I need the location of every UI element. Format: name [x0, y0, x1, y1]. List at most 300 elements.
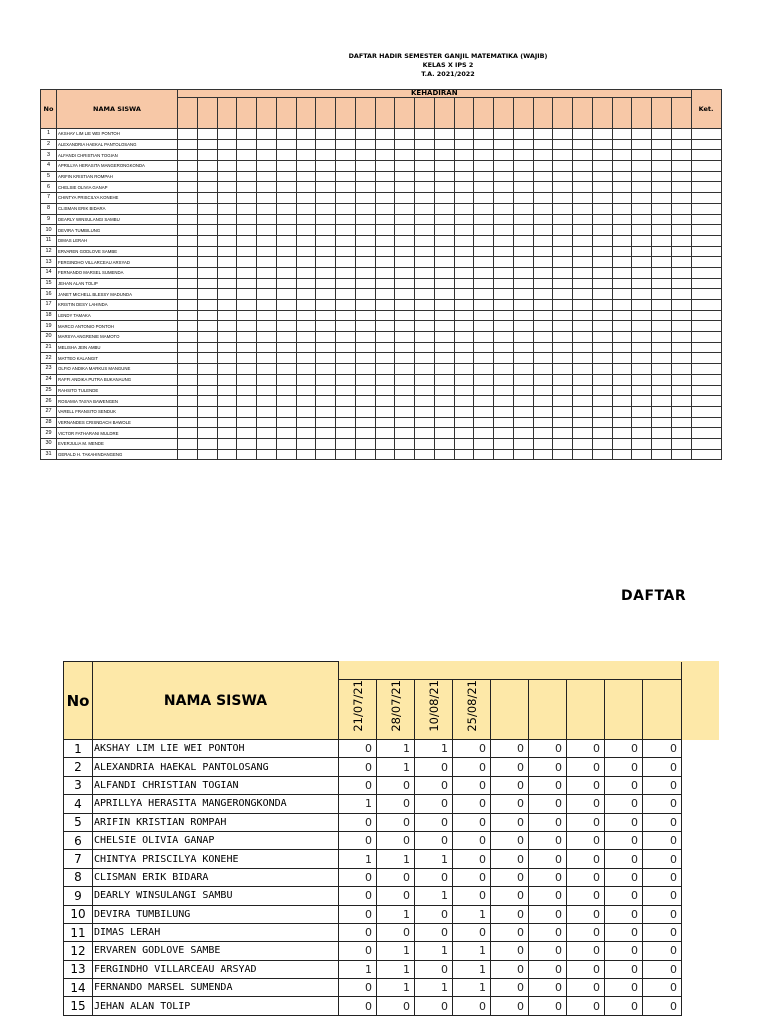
attendance-value: 0: [491, 868, 529, 886]
notes-cell: [691, 139, 721, 150]
attendance-cell: [573, 342, 593, 353]
attendance-value: 1: [339, 960, 377, 978]
attendance-cell: [612, 267, 632, 278]
attendance-cell: [513, 214, 533, 225]
attendance-cell: [336, 321, 356, 332]
attendance-cell: [573, 139, 593, 150]
attendance-cell: [336, 171, 356, 182]
attendance-cell: [276, 438, 296, 449]
attendance-cell: [494, 385, 514, 396]
attendance-cell: [553, 225, 573, 236]
attendance-cell: [276, 342, 296, 353]
attendance-value: 0: [377, 868, 415, 886]
attendance-cell: [652, 193, 672, 204]
attendance-cell: [237, 406, 257, 417]
attendance-cell: [217, 396, 237, 407]
attendance-cell: [415, 267, 435, 278]
attendance-cell: [612, 257, 632, 268]
attendance-cell: [592, 161, 612, 172]
attendance-cell: [612, 342, 632, 353]
attendance-cell: [336, 257, 356, 268]
attendance-cell: [454, 289, 474, 300]
attendance-cell: [355, 139, 375, 150]
attendance-cell: [415, 385, 435, 396]
attendance-cell: [474, 161, 494, 172]
attendance-cell: [336, 300, 356, 311]
attendance-cell: [612, 417, 632, 428]
attendance-cell: [276, 310, 296, 321]
attendance-cell: [237, 310, 257, 321]
attendance-cell: [592, 321, 612, 332]
attendance-cell: [632, 310, 652, 321]
attendance-cell: [395, 129, 415, 140]
attendance-cell: [276, 225, 296, 236]
table-row: [41, 150, 722, 161]
table-row: [41, 129, 722, 140]
attendance-cell: [197, 374, 217, 385]
attendance-cell: [434, 257, 454, 268]
table-row: [41, 353, 722, 364]
attendance-cell: [276, 129, 296, 140]
attendance-value: 0: [415, 813, 453, 831]
attendance-cell: [276, 246, 296, 257]
attendance-cell: [336, 278, 356, 289]
header-date-slot: [474, 98, 494, 129]
header-date-slot: [316, 98, 336, 129]
row-number: 14: [41, 267, 57, 278]
attendance-value: 0: [529, 997, 567, 1015]
attendance-cell: [533, 342, 553, 353]
attendance-cell: [671, 300, 691, 311]
table-row: [64, 776, 682, 794]
row-number: 2: [41, 139, 57, 150]
table-row: [41, 193, 722, 204]
attendance-cell: [336, 353, 356, 364]
attendance-cell: [553, 278, 573, 289]
student-name: VICTOR FATHARANI MULDRE: [57, 428, 178, 439]
student-name: KRISTIN DESY LAHINDA: [57, 300, 178, 311]
attendance-value: 0: [339, 923, 377, 941]
attendance-cell: [178, 214, 198, 225]
attendance-cell: [573, 161, 593, 172]
zoom-header-no: No: [64, 662, 93, 740]
attendance-cell: [276, 150, 296, 161]
attendance-cell: [494, 289, 514, 300]
student-name: MARSYA ANGRENIE MAMOTO: [57, 332, 178, 343]
attendance-cell: [454, 310, 474, 321]
attendance-cell: [316, 374, 336, 385]
attendance-value: 0: [377, 923, 415, 941]
student-name: RAHSITO TULENDE: [57, 385, 178, 396]
attendance-cell: [316, 214, 336, 225]
row-number: 23: [41, 364, 57, 375]
table-row: [41, 417, 722, 428]
attendance-cell: [573, 310, 593, 321]
row-number: 1: [64, 740, 93, 758]
attendance-cell: [395, 353, 415, 364]
attendance-cell: [316, 150, 336, 161]
attendance-cell: [395, 203, 415, 214]
attendance-cell: [316, 353, 336, 364]
attendance-cell: [178, 161, 198, 172]
attendance-value: 0: [567, 979, 605, 997]
attendance-cell: [671, 428, 691, 439]
attendance-cell: [612, 161, 632, 172]
attendance-cell: [336, 417, 356, 428]
row-number: 13: [41, 257, 57, 268]
header-no: No: [41, 90, 57, 129]
attendance-cell: [652, 438, 672, 449]
attendance-cell: [671, 364, 691, 375]
attendance-cell: [197, 417, 217, 428]
attendance-cell: [434, 267, 454, 278]
attendance-cell: [375, 139, 395, 150]
header-date-slot: [296, 98, 316, 129]
attendance-cell: [454, 214, 474, 225]
row-number: 6: [64, 831, 93, 849]
attendance-cell: [671, 246, 691, 257]
row-number: 2: [64, 758, 93, 776]
attendance-cell: [513, 406, 533, 417]
attendance-value: 1: [415, 887, 453, 905]
table-row: [41, 310, 722, 321]
table-row: [64, 813, 682, 831]
attendance-cell: [454, 129, 474, 140]
attendance-value: 0: [643, 997, 682, 1015]
attendance-cell: [296, 300, 316, 311]
attendance-cell: [316, 417, 336, 428]
row-number: 17: [41, 300, 57, 311]
student-name: ERVAREN GODLOVE SAMBE: [57, 246, 178, 257]
attendance-cell: [533, 235, 553, 246]
attendance-cell: [592, 129, 612, 140]
attendance-value: 0: [605, 740, 643, 758]
attendance-cell: [296, 417, 316, 428]
attendance-cell: [316, 225, 336, 236]
attendance-cell: [652, 374, 672, 385]
attendance-cell: [237, 257, 257, 268]
attendance-cell: [553, 193, 573, 204]
attendance-cell: [415, 246, 435, 257]
attendance-cell: [257, 225, 277, 236]
attendance-cell: [592, 396, 612, 407]
header-date-slot: [612, 98, 632, 129]
attendance-cell: [276, 321, 296, 332]
attendance-cell: [217, 417, 237, 428]
student-name: MARCO ANTONIO PONTOH: [57, 321, 178, 332]
attendance-cell: [375, 246, 395, 257]
attendance-cell: [336, 225, 356, 236]
attendance-value: 0: [605, 997, 643, 1015]
attendance-cell: [197, 396, 217, 407]
student-name: CLISMAN ERIK BIDARA: [93, 868, 339, 886]
attendance-cell: [197, 332, 217, 343]
student-name: DEVIRA TUMBILUNG: [57, 225, 178, 236]
attendance-cell: [632, 257, 652, 268]
attendance-cell: [257, 428, 277, 439]
attendance-cell: [573, 396, 593, 407]
attendance-cell: [632, 342, 652, 353]
row-number: 6: [41, 182, 57, 193]
attendance-value: 0: [643, 776, 682, 794]
attendance-cell: [296, 235, 316, 246]
attendance-cell: [276, 161, 296, 172]
notes-cell: [691, 171, 721, 182]
attendance-value: 0: [605, 868, 643, 886]
table-row: [41, 203, 722, 214]
attendance-cell: [415, 257, 435, 268]
attendance-cell: [652, 257, 672, 268]
attendance-cell: [336, 332, 356, 343]
attendance-cell: [375, 396, 395, 407]
notes-cell: [691, 289, 721, 300]
attendance-value: 0: [491, 850, 529, 868]
row-number: 12: [41, 246, 57, 257]
attendance-cell: [612, 182, 632, 193]
attendance-cell: [355, 182, 375, 193]
table-row: [41, 235, 722, 246]
attendance-cell: [454, 150, 474, 161]
attendance-cell: [276, 257, 296, 268]
attendance-cell: [276, 385, 296, 396]
attendance-cell: [671, 342, 691, 353]
attendance-cell: [533, 139, 553, 150]
attendance-cell: [316, 171, 336, 182]
attendance-cell: [237, 267, 257, 278]
attendance-cell: [592, 374, 612, 385]
student-name: JEHAN ALAN TOLIP: [93, 997, 339, 1015]
table-row: [41, 449, 722, 460]
attendance-value: 0: [491, 960, 529, 978]
row-number: 7: [41, 193, 57, 204]
document-title: [300, 52, 596, 79]
attendance-cell: [276, 406, 296, 417]
attendance-cell: [415, 171, 435, 182]
attendance-cell: [197, 193, 217, 204]
attendance-value: 0: [453, 740, 491, 758]
attendance-value: 0: [643, 942, 682, 960]
attendance-cell: [178, 396, 198, 407]
attendance-cell: [553, 385, 573, 396]
attendance-cell: [415, 235, 435, 246]
attendance-cell: [474, 417, 494, 428]
attendance-cell: [296, 246, 316, 257]
attendance-cell: [632, 235, 652, 246]
attendance-cell: [355, 364, 375, 375]
attendance-cell: [513, 353, 533, 364]
attendance-cell: [652, 289, 672, 300]
attendance-value: 0: [491, 758, 529, 776]
attendance-cell: [454, 428, 474, 439]
attendance-cell: [454, 246, 474, 257]
attendance-cell: [237, 171, 257, 182]
attendance-cell: [415, 364, 435, 375]
student-name: DEVIRA TUMBILUNG: [93, 905, 339, 923]
attendance-cell: [553, 353, 573, 364]
attendance-cell: [375, 406, 395, 417]
row-number: 18: [41, 310, 57, 321]
attendance-cell: [197, 321, 217, 332]
attendance-value: 0: [605, 942, 643, 960]
attendance-cell: [355, 342, 375, 353]
attendance-cell: [573, 171, 593, 182]
attendance-cell: [395, 225, 415, 236]
attendance-cell: [296, 289, 316, 300]
attendance-cell: [336, 310, 356, 321]
attendance-cell: [237, 396, 257, 407]
attendance-cell: [178, 353, 198, 364]
attendance-cell: [336, 139, 356, 150]
attendance-cell: [652, 310, 672, 321]
attendance-cell: [336, 203, 356, 214]
attendance-value: 0: [491, 776, 529, 794]
attendance-cell: [592, 171, 612, 182]
attendance-value: 1: [415, 850, 453, 868]
attendance-cell: [336, 364, 356, 375]
attendance-value: 0: [453, 795, 491, 813]
header-date-slot: [434, 98, 454, 129]
attendance-value: 0: [567, 868, 605, 886]
attendance-cell: [257, 267, 277, 278]
attendance-value: 0: [529, 942, 567, 960]
attendance-value: 0: [567, 813, 605, 831]
attendance-cell: [197, 406, 217, 417]
attendance-cell: [553, 267, 573, 278]
attendance-value: 0: [453, 850, 491, 868]
attendance-cell: [395, 449, 415, 460]
attendance-cell: [178, 246, 198, 257]
attendance-value: 1: [415, 942, 453, 960]
attendance-cell: [513, 278, 533, 289]
attendance-cell: [573, 225, 593, 236]
header-date-slot: [592, 98, 612, 129]
attendance-cell: [592, 385, 612, 396]
attendance-cell: [454, 278, 474, 289]
attendance-cell: [632, 374, 652, 385]
attendance-cell: [336, 193, 356, 204]
attendance-cell: [513, 193, 533, 204]
attendance-cell: [494, 374, 514, 385]
attendance-cell: [612, 289, 632, 300]
attendance-cell: [434, 182, 454, 193]
attendance-cell: [553, 396, 573, 407]
attendance-cell: [415, 406, 435, 417]
attendance-cell: [276, 214, 296, 225]
attendance-cell: [474, 289, 494, 300]
attendance-cell: [336, 246, 356, 257]
date-label: 25/08/21: [464, 680, 479, 732]
attendance-value: 0: [567, 960, 605, 978]
attendance-cell: [474, 129, 494, 140]
attendance-value: 0: [491, 740, 529, 758]
attendance-cell: [217, 150, 237, 161]
attendance-cell: [217, 225, 237, 236]
attendance-cell: [355, 129, 375, 140]
notes-cell: [691, 417, 721, 428]
attendance-cell: [454, 438, 474, 449]
attendance-cell: [652, 300, 672, 311]
attendance-value: 0: [529, 850, 567, 868]
attendance-value: 0: [643, 868, 682, 886]
attendance-cell: [355, 193, 375, 204]
notes-cell: [691, 161, 721, 172]
attendance-cell: [316, 310, 336, 321]
attendance-value: 0: [415, 997, 453, 1015]
student-name: DIMAS LERAH: [57, 235, 178, 246]
attendance-value: 0: [491, 923, 529, 941]
attendance-cell: [197, 267, 217, 278]
attendance-cell: [652, 342, 672, 353]
header-date-slot: [197, 98, 217, 129]
attendance-cell: [336, 342, 356, 353]
attendance-cell: [276, 353, 296, 364]
attendance-value: 0: [415, 831, 453, 849]
attendance-value: 0: [377, 997, 415, 1015]
attendance-cell: [296, 342, 316, 353]
attendance-cell: [474, 406, 494, 417]
attendance-cell: [434, 428, 454, 439]
attendance-cell: [276, 396, 296, 407]
table-row: [64, 997, 682, 1015]
attendance-cell: [494, 396, 514, 407]
attendance-cell: [612, 310, 632, 321]
attendance-cell: [632, 300, 652, 311]
header-date-slot: [395, 98, 415, 129]
attendance-cell: [336, 438, 356, 449]
attendance-cell: [217, 235, 237, 246]
attendance-cell: [375, 267, 395, 278]
attendance-cell: [375, 161, 395, 172]
attendance-cell: [355, 225, 375, 236]
attendance-cell: [257, 332, 277, 343]
table-row: [64, 850, 682, 868]
attendance-cell: [217, 310, 237, 321]
attendance-cell: [395, 257, 415, 268]
attendance-cell: [553, 289, 573, 300]
attendance-cell: [553, 374, 573, 385]
attendance-cell: [533, 257, 553, 268]
attendance-cell: [513, 129, 533, 140]
attendance-cell: [296, 310, 316, 321]
attendance-cell: [573, 129, 593, 140]
attendance-cell: [652, 428, 672, 439]
attendance-cell: [336, 406, 356, 417]
attendance-cell: [296, 374, 316, 385]
attendance-cell: [237, 321, 257, 332]
date-header: [453, 680, 491, 740]
attendance-cell: [454, 353, 474, 364]
notes-cell: [691, 342, 721, 353]
attendance-cell: [612, 374, 632, 385]
attendance-cell: [533, 428, 553, 439]
row-number: 4: [64, 795, 93, 813]
attendance-value: 0: [529, 795, 567, 813]
attendance-cell: [533, 129, 553, 140]
attendance-cell: [178, 139, 198, 150]
attendance-cell: [533, 310, 553, 321]
attendance-cell: [296, 353, 316, 364]
attendance-cell: [474, 203, 494, 214]
attendance-cell: [197, 171, 217, 182]
attendance-cell: [375, 289, 395, 300]
attendance-cell: [296, 171, 316, 182]
attendance-cell: [178, 364, 198, 375]
attendance-cell: [257, 139, 277, 150]
date-header-empty: [605, 680, 643, 740]
attendance-cell: [375, 225, 395, 236]
attendance-cell: [375, 374, 395, 385]
attendance-cell: [197, 353, 217, 364]
